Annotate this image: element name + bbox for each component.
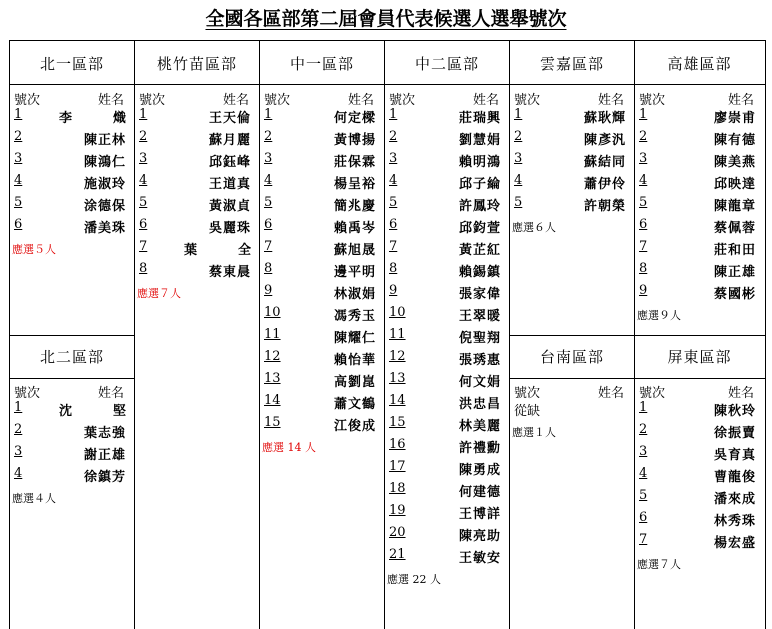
candidate-row	[260, 107, 384, 129]
candidate-row	[10, 173, 134, 195]
candidate-name: 何建德	[458, 485, 501, 500]
candidate-row	[385, 437, 509, 459]
candidate-row	[260, 327, 384, 349]
candidate-number: 2	[514, 129, 523, 144]
candidate-number: 6	[139, 217, 148, 232]
candidate-name: 許朝榮	[583, 199, 626, 214]
candidate-number: 7	[639, 532, 648, 547]
candidate-name: 簡兆慶	[333, 199, 376, 214]
candidate-name: 王道真	[208, 177, 251, 192]
candidate-number: 13	[389, 371, 406, 386]
candidate-number: 18	[389, 481, 406, 496]
candidate-name: 蔡國彬	[713, 287, 756, 302]
candidate-number: 9	[639, 283, 648, 298]
candidate-row	[135, 173, 259, 195]
candidate-number: 6	[264, 217, 273, 232]
candidate-name: 王天倫	[208, 111, 251, 126]
candidate-row	[635, 261, 764, 283]
candidate-number: 8	[639, 261, 648, 276]
candidate-name: 莊瑞興	[458, 111, 501, 126]
candidate-name: 蘇耿輝	[583, 111, 626, 126]
candidate-row	[135, 261, 259, 283]
candidate-number: 12	[389, 349, 406, 364]
candidate-name: 邱子綸	[458, 177, 501, 192]
candidate-number: 15	[264, 415, 281, 430]
section-divider	[9, 335, 134, 336]
candidate-name: 邊平明	[333, 265, 376, 280]
number-header: 號次	[639, 93, 666, 108]
candidate-name: 賴錫鎮	[458, 265, 501, 280]
candidate-row	[635, 129, 764, 151]
candidate-name: 蘇結同	[583, 155, 626, 170]
candidate-row	[635, 151, 764, 173]
candidate-name: 江俊成	[333, 419, 376, 434]
candidate-name: 賴怡華	[333, 353, 376, 368]
candidate-name: 蕭伊伶	[583, 177, 626, 192]
region-title: 中二區部	[414, 55, 479, 73]
candidate-name: 陳正雄	[713, 265, 756, 280]
candidate-number: 3	[14, 444, 23, 459]
candidate-number: 9	[389, 283, 398, 298]
candidate-number: 1	[14, 107, 23, 122]
candidate-number: 2	[139, 129, 148, 144]
candidate-number: 1	[139, 107, 148, 122]
candidate-name: 施淑玲	[83, 177, 126, 192]
vacancy-text	[510, 400, 634, 422]
name-header: 姓名	[347, 93, 374, 108]
candidate-number: 12	[264, 349, 281, 364]
candidate-name: 陳正林	[83, 133, 126, 148]
candidate-name: 張琇惠	[458, 353, 501, 368]
candidate-name: 黃博揚	[333, 133, 376, 148]
candidate-number: 2	[264, 129, 273, 144]
candidate-row	[10, 422, 134, 444]
candidate-number: 5	[639, 195, 648, 210]
candidate-row	[635, 239, 764, 261]
candidate-name: 何定樑	[333, 111, 376, 126]
candidate-number: 17	[389, 459, 406, 474]
candidate-row	[10, 217, 134, 239]
candidate-name: 蘇月麗	[208, 133, 251, 148]
candidate-row	[635, 400, 764, 422]
candidate-name: 黃芷紅	[458, 243, 501, 258]
candidate-number: 8	[264, 261, 273, 276]
candidate-row	[260, 261, 384, 283]
candidate-name: 邱鈺峰	[208, 155, 251, 170]
candidate-name: 高劉崑	[333, 375, 376, 390]
candidate-name: 徐振賣	[713, 426, 756, 441]
number-header: 號次	[389, 93, 416, 108]
candidate-name: 莊保霖	[333, 155, 376, 170]
candidate-number: 3	[389, 151, 398, 166]
header-divider	[9, 84, 765, 85]
candidate-row	[635, 422, 764, 444]
candidate-number: 6	[639, 217, 648, 232]
candidate-row	[635, 488, 764, 510]
name-header: 姓名	[727, 93, 754, 108]
candidate-row	[260, 129, 384, 151]
candidate-name: 蕭文鶴	[333, 397, 376, 412]
candidate-row	[260, 349, 384, 371]
candidate-name: 邱鈞萱	[458, 221, 501, 236]
candidate-number: 7	[389, 239, 398, 254]
candidate-row	[260, 393, 384, 415]
candidate-number: 20	[389, 525, 406, 540]
candidate-row	[385, 547, 509, 569]
candidate-row	[510, 195, 634, 217]
candidate-number: 4	[264, 173, 273, 188]
candidate-number: 19	[389, 503, 406, 518]
candidate-row	[10, 466, 134, 488]
candidate-name: 賴明鴻	[458, 155, 501, 170]
candidate-name: 潘來成	[713, 492, 756, 507]
candidate-number: 4	[14, 466, 23, 481]
number-header: 號次	[139, 93, 166, 108]
candidate-number: 5	[639, 488, 648, 503]
candidate-number: 6	[389, 217, 398, 232]
candidate-row	[10, 107, 140, 129]
candidate-name: 陳鴻仁	[83, 155, 126, 170]
candidate-number: 7	[139, 239, 148, 254]
region-title: 高雄區部	[667, 55, 732, 73]
region-title: 雲嘉區部	[539, 55, 604, 73]
candidate-name: 陳龍章	[713, 199, 756, 214]
candidate-number: 11	[389, 327, 406, 342]
candidate-name: 劉慧娟	[458, 133, 501, 148]
candidate-number: 3	[639, 444, 648, 459]
candidate-row	[135, 195, 259, 217]
number-header: 號次	[514, 93, 541, 108]
candidate-row	[385, 283, 509, 305]
candidate-number: 6	[14, 217, 23, 232]
region-title: 北一區部	[39, 55, 104, 73]
candidate-name: 涂德保	[83, 199, 126, 214]
candidate-number: 5	[139, 195, 148, 210]
candidate-name: 楊宏盛	[713, 536, 756, 551]
candidate-row	[135, 217, 259, 239]
candidate-row	[635, 173, 764, 195]
elected-count: 應選６人	[512, 221, 556, 234]
candidate-name: 葉 全	[183, 243, 265, 258]
candidate-row	[385, 525, 509, 547]
candidate-name: 李 熾	[58, 111, 140, 126]
candidate-name: 葉志強	[83, 426, 126, 441]
candidate-row	[635, 195, 764, 217]
vacancy-label: 從缺	[514, 404, 541, 419]
candidate-number: 1	[639, 107, 648, 122]
candidate-row	[260, 415, 384, 437]
candidate-number: 2	[639, 129, 648, 144]
candidate-number: 8	[389, 261, 398, 276]
candidate-number: 1	[514, 107, 523, 122]
candidate-row	[635, 283, 764, 305]
candidate-name: 陳有德	[713, 133, 756, 148]
name-header: 姓名	[727, 386, 754, 401]
candidate-name: 洪忠昌	[458, 397, 501, 412]
candidate-row	[10, 400, 140, 422]
candidate-row	[10, 129, 134, 151]
candidate-row	[385, 459, 509, 481]
candidate-name: 陳耀仁	[333, 331, 376, 346]
candidate-name: 潘美珠	[83, 221, 126, 236]
elected-count: 應選７人	[137, 287, 181, 300]
candidate-row	[260, 305, 384, 327]
candidate-row	[260, 239, 384, 261]
elected-count: 應選 22 人	[387, 573, 441, 586]
candidate-row	[385, 261, 509, 283]
candidate-row	[510, 173, 634, 195]
candidate-number: 2	[389, 129, 398, 144]
candidate-row	[635, 510, 764, 532]
candidate-row	[260, 195, 384, 217]
candidate-number: 14	[264, 393, 281, 408]
elected-count: 應選１人	[512, 426, 556, 439]
region-title: 屏東區部	[667, 348, 732, 366]
candidate-name: 賴禹岑	[333, 221, 376, 236]
candidate-number: 4	[639, 173, 648, 188]
candidate-number: 1	[639, 400, 648, 415]
candidate-number: 2	[14, 422, 23, 437]
candidate-name: 林淑娟	[333, 287, 376, 302]
candidate-row	[385, 481, 509, 503]
number-header: 號次	[14, 93, 41, 108]
candidate-number: 1	[14, 400, 23, 415]
name-header: 姓名	[472, 93, 499, 108]
candidate-row	[385, 305, 509, 327]
candidate-row	[385, 151, 509, 173]
candidate-name: 王敏安	[458, 551, 501, 566]
candidate-row	[635, 532, 764, 554]
candidate-number: 7	[264, 239, 273, 254]
candidate-number: 3	[639, 151, 648, 166]
candidate-number: 14	[389, 393, 406, 408]
candidate-number: 4	[639, 466, 648, 481]
candidate-row	[635, 107, 764, 129]
candidate-row	[135, 129, 259, 151]
name-header: 姓名	[97, 386, 124, 401]
candidate-name: 邱映達	[713, 177, 756, 192]
candidate-row	[385, 415, 509, 437]
candidate-name: 何文娟	[458, 375, 501, 390]
candidate-name: 張家偉	[458, 287, 501, 302]
name-header: 姓名	[222, 93, 249, 108]
candidate-name: 許禮勳	[458, 441, 501, 456]
candidate-name: 蔡東晨	[208, 265, 251, 280]
candidate-name: 林秀珠	[713, 514, 756, 529]
candidate-name: 林美麗	[458, 419, 501, 434]
candidate-name: 謝正雄	[83, 448, 126, 463]
candidate-row	[260, 217, 384, 239]
candidate-number: 4	[14, 173, 23, 188]
candidate-name: 吳麗珠	[208, 221, 251, 236]
candidate-row	[10, 151, 134, 173]
candidate-number: 21	[389, 547, 406, 562]
candidate-number: 10	[389, 305, 406, 320]
name-header: 姓名	[97, 93, 124, 108]
elected-count: 應選 14 人	[262, 441, 316, 454]
candidate-number: 3	[14, 151, 23, 166]
candidate-number: 4	[139, 173, 148, 188]
candidate-row	[385, 107, 509, 129]
candidate-name: 王翠暖	[458, 309, 501, 324]
candidate-row	[510, 107, 634, 129]
candidate-name: 曹龍俊	[713, 470, 756, 485]
candidate-number: 16	[389, 437, 406, 452]
candidate-number: 6	[639, 510, 648, 525]
candidate-row	[635, 217, 764, 239]
candidate-number: 8	[139, 261, 148, 276]
number-header: 號次	[14, 386, 41, 401]
candidate-row	[10, 195, 134, 217]
candidate-number: 13	[264, 371, 281, 386]
candidate-number: 2	[14, 129, 23, 144]
candidate-row	[385, 327, 509, 349]
elected-count: 應選９人	[637, 309, 681, 322]
candidate-name: 倪聖翔	[458, 331, 501, 346]
candidate-name: 陳亮助	[458, 529, 501, 544]
elected-count: 應選５人	[12, 243, 56, 256]
candidate-row	[385, 239, 509, 261]
candidate-row	[385, 217, 509, 239]
candidate-row	[510, 129, 634, 151]
candidate-number: 3	[139, 151, 148, 166]
candidate-name: 陳美燕	[713, 155, 756, 170]
candidate-row	[10, 444, 134, 466]
section-divider	[509, 335, 765, 336]
number-header: 號次	[639, 386, 666, 401]
candidate-row	[260, 371, 384, 393]
candidate-number: 5	[264, 195, 273, 210]
candidate-row	[385, 173, 509, 195]
candidate-name: 陳勇成	[458, 463, 501, 478]
candidate-name: 徐鎮芳	[83, 470, 126, 485]
candidate-row	[260, 151, 384, 173]
candidate-row	[260, 283, 384, 305]
candidate-row	[385, 393, 509, 415]
candidate-row	[385, 349, 509, 371]
candidate-number: 4	[389, 173, 398, 188]
candidate-number: 3	[514, 151, 523, 166]
candidate-number: 3	[264, 151, 273, 166]
candidate-number: 1	[264, 107, 273, 122]
candidate-number: 10	[264, 305, 281, 320]
candidate-row	[635, 444, 764, 466]
candidate-name: 蔡佩蓉	[713, 221, 756, 236]
candidate-name: 吳育真	[713, 448, 756, 463]
page-title: 全國各區部第二屆會員代表候選人選舉號次	[205, 8, 567, 30]
candidate-row	[385, 503, 509, 525]
candidate-row	[260, 173, 384, 195]
candidate-row	[635, 466, 764, 488]
candidate-number: 11	[264, 327, 281, 342]
candidate-row	[135, 107, 259, 129]
region-title: 中一區部	[289, 55, 354, 73]
candidate-row	[510, 151, 634, 173]
candidate-number: 15	[389, 415, 406, 430]
candidate-name: 陳秋玲	[713, 404, 756, 419]
candidate-name: 馮秀玉	[333, 309, 376, 324]
candidate-name: 廖崇甫	[713, 111, 756, 126]
candidate-number: 5	[14, 195, 23, 210]
number-header: 號次	[264, 93, 291, 108]
candidate-number: 5	[389, 195, 398, 210]
section-divider	[9, 378, 134, 379]
table-top-border	[9, 40, 765, 41]
candidate-number: 9	[264, 283, 273, 298]
candidate-name: 楊呈裕	[333, 177, 376, 192]
candidate-row	[135, 151, 259, 173]
region-title: 桃竹苗區部	[156, 55, 237, 73]
candidate-number: 4	[514, 173, 523, 188]
section-divider	[509, 378, 765, 379]
candidate-row	[385, 129, 509, 151]
candidate-number: 2	[639, 422, 648, 437]
elected-count: 應選７人	[637, 558, 681, 571]
name-header: 姓名	[597, 93, 624, 108]
candidate-name: 莊和田	[713, 243, 756, 258]
candidate-row	[385, 371, 509, 393]
name-header: 姓名	[597, 386, 624, 401]
candidate-name: 蘇旭晟	[333, 243, 376, 258]
number-header: 號次	[514, 386, 541, 401]
candidate-row	[135, 239, 265, 261]
candidate-name: 王博詳	[458, 507, 501, 522]
candidate-name: 黃淑貞	[208, 199, 251, 214]
region-title: 台南區部	[539, 348, 604, 366]
candidate-name: 沈 堅	[58, 404, 140, 419]
candidate-number: 7	[639, 239, 648, 254]
candidate-name: 許鳳玲	[458, 199, 501, 214]
candidate-number: 5	[514, 195, 523, 210]
candidate-row	[385, 195, 509, 217]
region-title: 北二區部	[39, 348, 104, 366]
candidate-name: 陳彥汎	[583, 133, 626, 148]
candidate-number: 1	[389, 107, 398, 122]
elected-count: 應選４人	[12, 492, 56, 505]
